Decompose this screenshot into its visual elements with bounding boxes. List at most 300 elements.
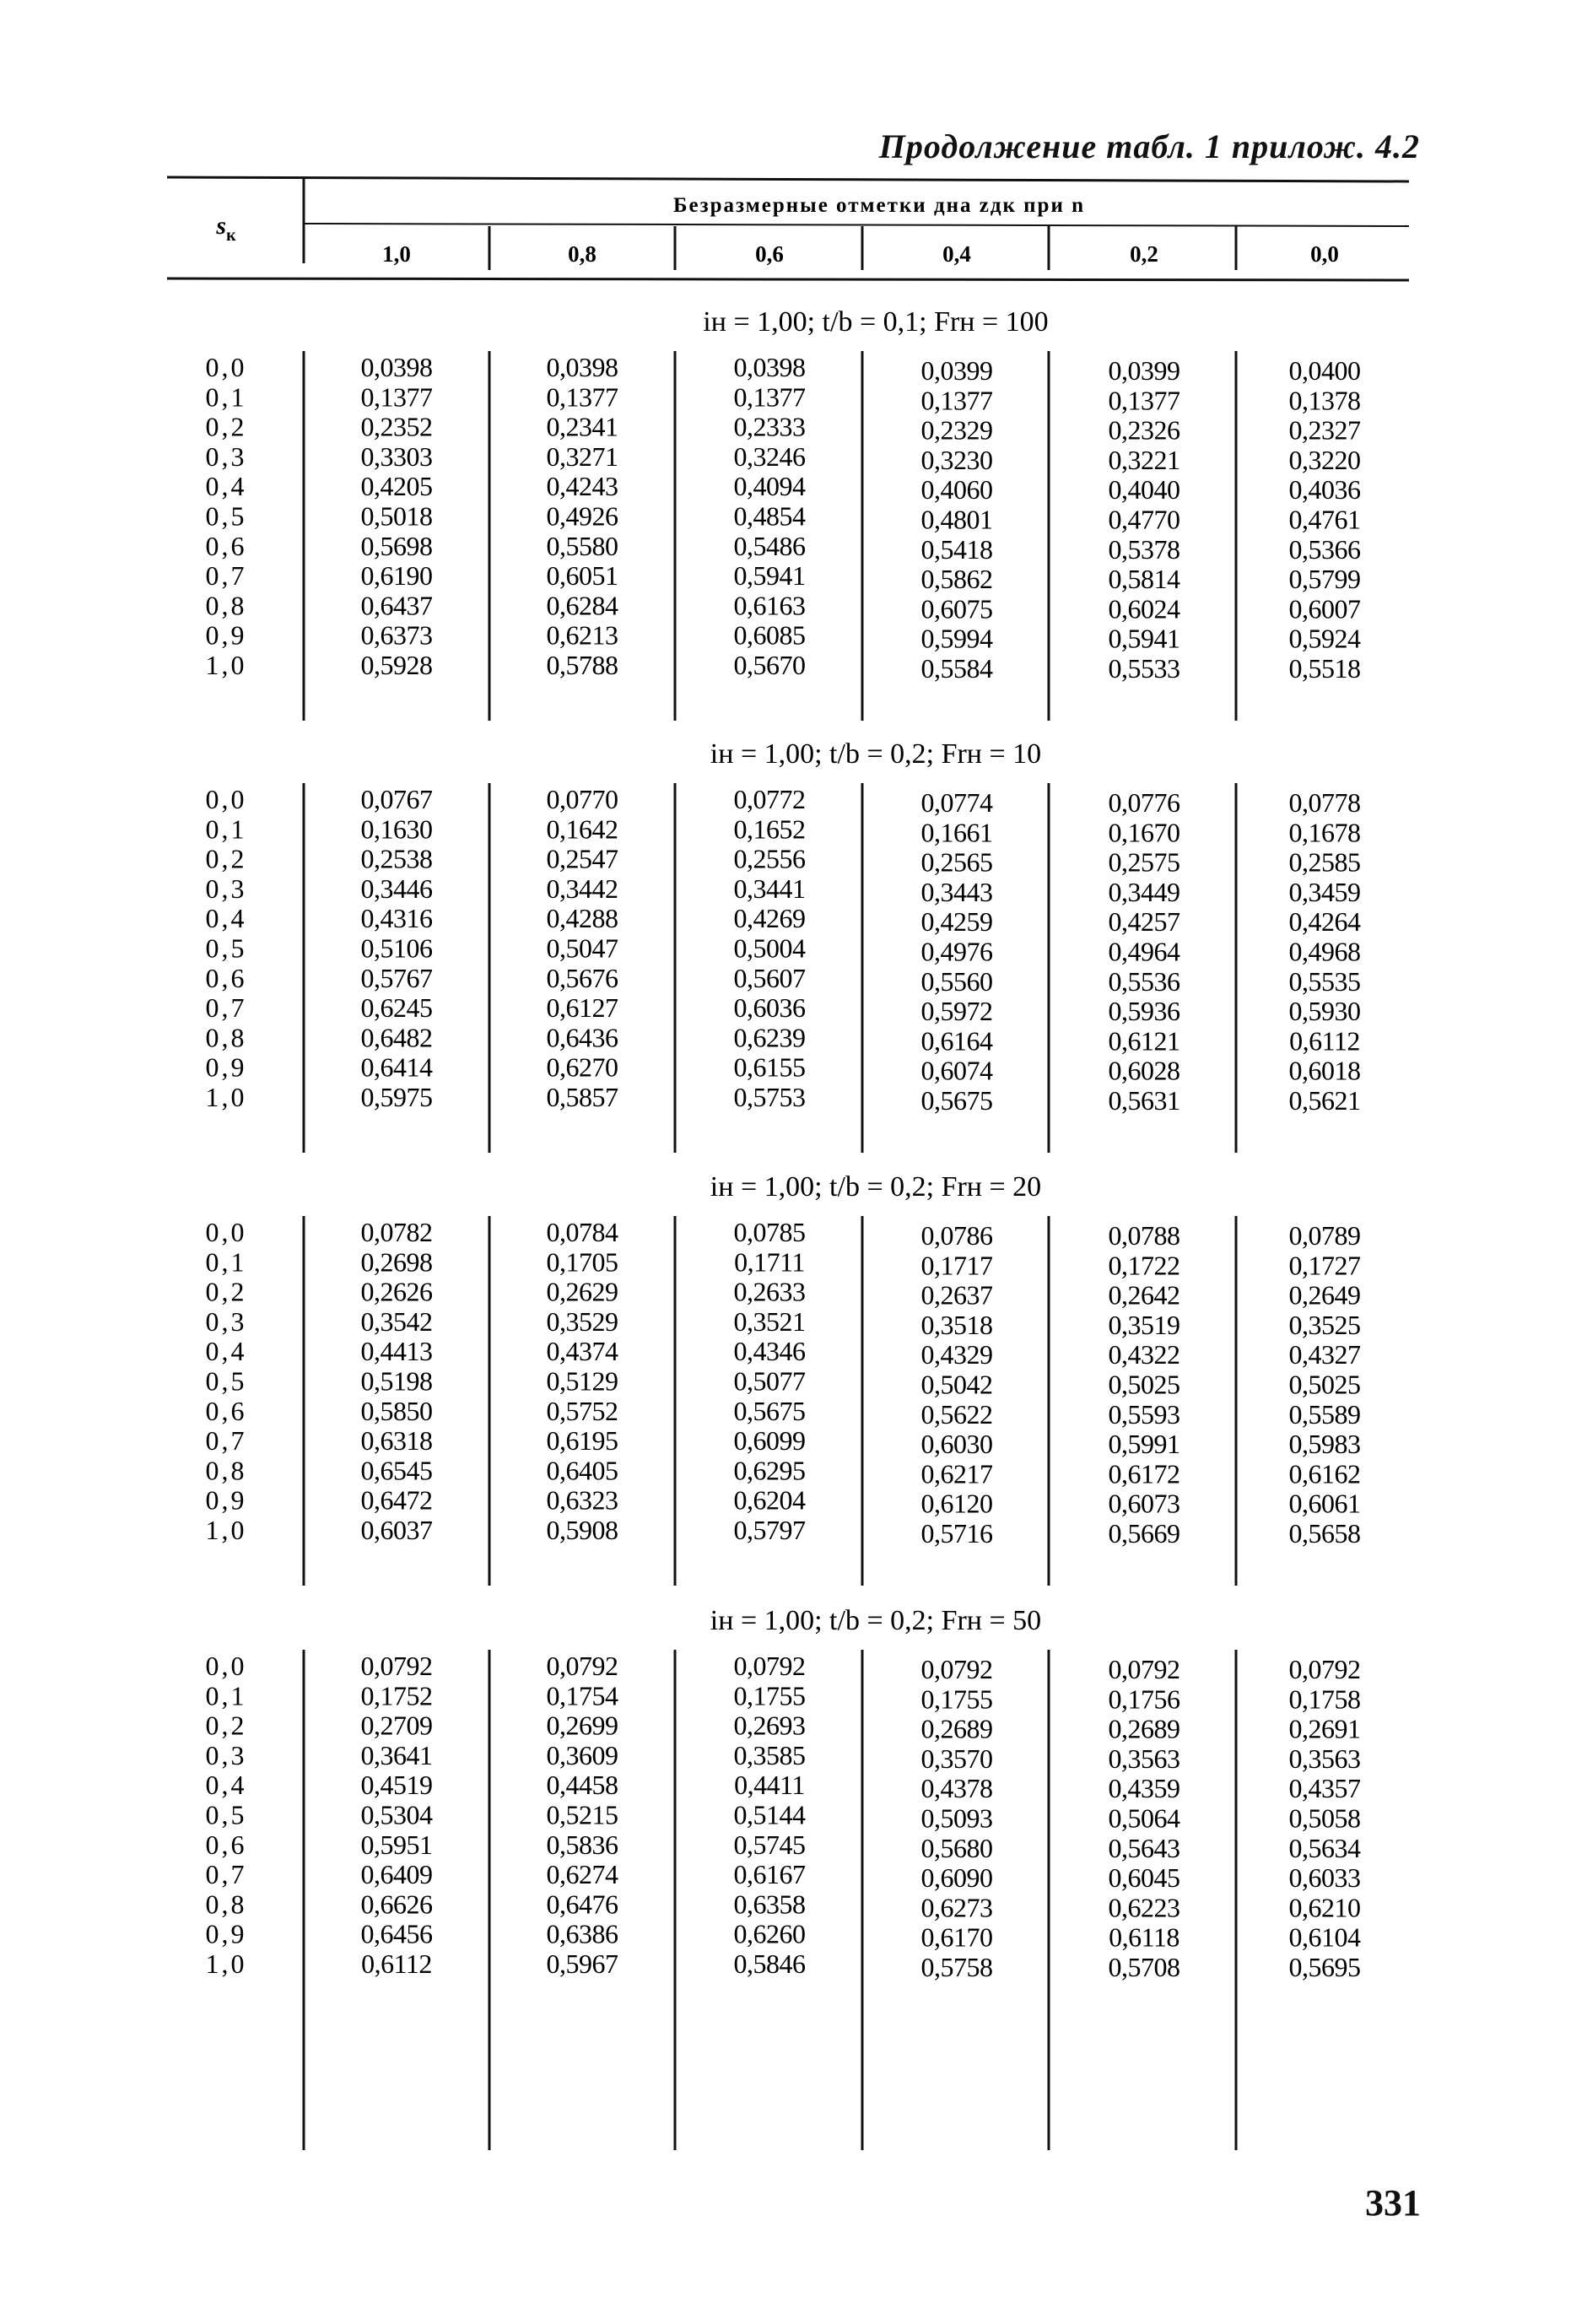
table-cell: 0,5607 xyxy=(733,962,806,993)
table-body xyxy=(206,306,1362,1982)
table-cell: 0,5106 xyxy=(360,932,433,964)
table-cell: 0,3563 xyxy=(1108,1743,1180,1774)
column-header: 1,0 xyxy=(382,241,411,267)
table-cell: 0,5093 xyxy=(920,1802,993,1834)
table-cell: 0,6213 xyxy=(546,619,618,651)
table-top-rule xyxy=(167,177,1409,181)
table-cell: 0,0398 xyxy=(360,352,433,382)
section-caption: iн = 1,00; t/b = 0,2; Frн = 10 xyxy=(710,738,1042,770)
table-cell: 0,5972 xyxy=(920,996,993,1027)
table-cell: 0,1754 xyxy=(546,1680,618,1711)
table-cell: 0,0792 xyxy=(360,1651,433,1681)
table-cell: 0,1727 xyxy=(1288,1250,1361,1281)
table-cell: 0,1705 xyxy=(546,1246,618,1278)
table-cell: 0,5631 xyxy=(1108,1085,1180,1116)
table-cell: 0,5004 xyxy=(733,932,806,964)
header-s: s xyxy=(216,212,227,240)
row-s-value: 0,7 xyxy=(205,992,247,1024)
table-cell: 0,5584 xyxy=(920,653,993,684)
table-cell: 0,6163 xyxy=(733,590,806,621)
table-cell: 0,0792 xyxy=(546,1651,618,1681)
table-cell: 0,3442 xyxy=(546,873,618,904)
table-cell: 0,6033 xyxy=(1288,1862,1361,1894)
table-cell: 0,5799 xyxy=(1288,564,1361,595)
table-cell: 0,0792 xyxy=(733,1651,806,1681)
table-cell: 0,6405 xyxy=(546,1455,618,1486)
table-cell: 0,6270 xyxy=(546,1051,618,1083)
table-cell: 0,3220 xyxy=(1288,444,1361,475)
row-s-value: 0,0 xyxy=(205,1651,247,1681)
table-cell: 0,5198 xyxy=(360,1365,433,1397)
table-cell: 0,6075 xyxy=(920,593,993,624)
table-cell: 0,5670 xyxy=(733,650,806,680)
table-cell: 0,5991 xyxy=(1108,1429,1180,1460)
table-cell: 0,4205 xyxy=(360,471,433,502)
row-s-value: 0,1 xyxy=(205,1680,247,1711)
table-cell: 0,0788 xyxy=(1108,1220,1180,1251)
table-cell: 0,5941 xyxy=(1108,623,1180,654)
table-cell: 0,6323 xyxy=(546,1484,618,1516)
table-cell: 0,5928 xyxy=(360,650,433,680)
table-cell: 0,5047 xyxy=(546,932,618,964)
table-cell: 0,0776 xyxy=(1108,787,1180,818)
table-cell: 0,6318 xyxy=(360,1425,433,1457)
table-cell: 0,0782 xyxy=(360,1217,433,1247)
table-cell: 0,6482 xyxy=(360,1022,433,1053)
section-caption: iн = 1,00; t/b = 0,2; Frн = 50 xyxy=(710,1605,1042,1636)
table-cell: 0,5304 xyxy=(360,1799,433,1830)
table-cell: 0,4327 xyxy=(1288,1339,1361,1370)
table-cell: 0,2565 xyxy=(920,846,993,878)
table-cell: 0,5930 xyxy=(1288,996,1361,1027)
table-cell: 0,3246 xyxy=(733,440,806,472)
table-cell: 0,0770 xyxy=(546,784,618,814)
table-cell: 0,6127 xyxy=(546,992,618,1024)
table-cell: 0,5018 xyxy=(360,500,433,532)
column-header: 0,6 xyxy=(755,241,784,267)
row-s-value: 0,8 xyxy=(205,1455,247,1486)
table-section xyxy=(206,306,1362,684)
row-s-value: 0,9 xyxy=(205,1051,247,1083)
table-cell: 0,6476 xyxy=(546,1889,618,1920)
table-cell: 0,3525 xyxy=(1288,1309,1361,1340)
table-cell: 0,5658 xyxy=(1288,1518,1361,1548)
table-cell: 0,2326 xyxy=(1108,414,1180,446)
table-cell: 0,5025 xyxy=(1108,1369,1180,1400)
table-cell: 0,5366 xyxy=(1288,533,1361,565)
table-cell: 0,5486 xyxy=(733,530,806,561)
table-cell: 0,4770 xyxy=(1108,504,1180,535)
table-cell: 0,4374 xyxy=(546,1336,618,1367)
table-cell: 0,6118 xyxy=(1109,1921,1179,1953)
table-cell: 0,6085 xyxy=(733,619,806,651)
table-cell: 0,0792 xyxy=(1288,1654,1361,1684)
row-s-value: 0,0 xyxy=(205,1217,247,1247)
table-cell: 0,2699 xyxy=(546,1710,618,1741)
header-group-label: Безразмерные отметки дна zдк при n xyxy=(672,194,1086,217)
row-s-value: 0,8 xyxy=(205,590,247,621)
table-cell: 0,2629 xyxy=(546,1276,618,1307)
table-cell: 0,6414 xyxy=(360,1051,433,1083)
table-cell: 0,4413 xyxy=(360,1336,433,1367)
table-cell: 0,5129 xyxy=(546,1365,618,1397)
table-cell: 0,6074 xyxy=(920,1055,993,1086)
table-cell: 0,6018 xyxy=(1288,1055,1361,1086)
row-s-value: 0,3 xyxy=(205,440,247,472)
table-cell: 0,4964 xyxy=(1108,936,1180,967)
table-cell: 0,6007 xyxy=(1288,593,1361,624)
header-mid-rule xyxy=(304,224,1409,226)
table-cell: 0,3303 xyxy=(360,440,433,472)
header-s-label xyxy=(215,212,236,245)
table-cell: 0,5698 xyxy=(360,530,433,561)
table-cell: 0,4322 xyxy=(1108,1339,1180,1370)
column-header: 0,8 xyxy=(568,241,596,267)
row-s-value: 0,5 xyxy=(205,500,247,532)
table-cell: 0,6295 xyxy=(733,1455,806,1486)
table-cell: 0,6162 xyxy=(1288,1458,1361,1489)
table-cell: 0,4411 xyxy=(734,1770,805,1801)
row-s-value: 0,2 xyxy=(205,411,247,442)
table-cell: 0,0399 xyxy=(920,355,993,386)
table-cell: 0,6167 xyxy=(733,1859,806,1890)
table-cell: 0,4359 xyxy=(1108,1773,1180,1804)
table-cell: 0,6545 xyxy=(360,1455,433,1486)
row-s-value: 0,7 xyxy=(205,560,247,592)
table-cell: 0,0399 xyxy=(1108,355,1180,386)
table-cell: 0,3449 xyxy=(1108,876,1180,907)
table-cell: 0,4801 xyxy=(920,504,993,535)
table-cell: 0,5622 xyxy=(920,1398,993,1430)
row-s-value: 0,6 xyxy=(205,962,247,993)
row-s-value: 0,0 xyxy=(205,784,247,814)
row-s-value: 0,4 xyxy=(205,1336,247,1367)
table-cell: 0,5908 xyxy=(546,1515,618,1545)
table-cell: 0,2538 xyxy=(360,843,433,874)
table-cell: 0,4458 xyxy=(546,1770,618,1801)
row-s-value: 0,5 xyxy=(205,1365,247,1397)
table-cell: 0,4316 xyxy=(360,903,433,934)
table-cell: 0,1717 xyxy=(920,1250,993,1281)
table-cell: 0,2693 xyxy=(733,1710,806,1741)
table-cell: 0,5215 xyxy=(546,1799,618,1830)
table-cell: 0,2547 xyxy=(546,843,618,874)
table-cell: 0,6104 xyxy=(1288,1921,1361,1953)
table-cell: 0,5862 xyxy=(920,564,993,595)
table-cell: 0,3609 xyxy=(546,1739,618,1770)
table-cell: 0,5621 xyxy=(1288,1085,1361,1116)
table-cell: 0,5983 xyxy=(1288,1429,1361,1460)
table-cell: 0,3529 xyxy=(546,1305,618,1337)
row-s-value: 0,3 xyxy=(205,873,247,904)
table-cell: 0,4329 xyxy=(920,1339,993,1370)
table-cell: 0,6204 xyxy=(733,1484,806,1516)
table-cell: 0,6284 xyxy=(546,590,618,621)
table-cell: 0,5857 xyxy=(546,1082,618,1112)
table-cell: 0,2333 xyxy=(733,411,806,442)
table-cell: 0,6195 xyxy=(546,1425,618,1457)
table-cell: 0,6155 xyxy=(733,1051,806,1083)
row-s-value: 0,3 xyxy=(205,1739,247,1770)
row-s-value: 1,0 xyxy=(205,1082,247,1112)
table-cell: 0,3570 xyxy=(920,1743,993,1774)
table-cell: 0,6112 xyxy=(1289,1025,1360,1057)
table-cell: 0,3459 xyxy=(1288,876,1361,907)
table-cell: 0,5788 xyxy=(546,650,618,680)
table-cell: 0,1711 xyxy=(734,1246,805,1278)
row-s-value: 0,2 xyxy=(205,843,247,874)
row-s-value: 0,3 xyxy=(205,1305,247,1337)
table-cell: 0,6051 xyxy=(546,560,618,592)
table-cell: 0,5535 xyxy=(1288,965,1361,997)
page-title: Продолжение табл. 1 прилож. 4.2 xyxy=(878,127,1420,165)
table-cell: 0,3521 xyxy=(733,1305,806,1337)
table-cell: 0,5708 xyxy=(1108,1952,1180,1982)
table-cell: 0,6024 xyxy=(1108,593,1180,624)
table-cell: 0,6437 xyxy=(360,590,433,621)
table-cell: 0,1377 xyxy=(1108,385,1180,416)
table-cell: 0,5767 xyxy=(360,962,433,993)
table-cell: 0,5042 xyxy=(920,1369,993,1400)
table-cell: 0,6273 xyxy=(920,1892,993,1923)
table-cell: 0,5753 xyxy=(733,1082,806,1112)
row-s-value: 0,6 xyxy=(205,1829,247,1860)
column-header: 0,4 xyxy=(942,241,971,267)
table-cell: 0,5064 xyxy=(1108,1802,1180,1834)
table-cell: 0,2575 xyxy=(1108,846,1180,878)
header-s-sub: к xyxy=(226,226,236,245)
table-cell: 0,5536 xyxy=(1108,965,1180,997)
table-cell: 0,5675 xyxy=(733,1395,806,1426)
table-cell: 0,6170 xyxy=(920,1921,993,1953)
table-cell: 0,4357 xyxy=(1288,1773,1361,1804)
table-cell: 0,6121 xyxy=(1108,1025,1180,1057)
table-cell: 0,5378 xyxy=(1108,533,1180,565)
row-s-value: 0,4 xyxy=(205,471,247,502)
table-cell: 0,4519 xyxy=(360,1770,433,1801)
column-header: 0,0 xyxy=(1310,241,1339,267)
table-cell: 0,1642 xyxy=(546,813,618,845)
table-cell: 0,5967 xyxy=(546,1948,618,1979)
table-cell: 0,5924 xyxy=(1288,623,1361,654)
table-cell: 0,5634 xyxy=(1288,1832,1361,1863)
table-cell: 0,6626 xyxy=(360,1889,433,1920)
table-cell: 0,2691 xyxy=(1288,1713,1361,1744)
table-cell: 0,6217 xyxy=(920,1458,993,1489)
table-cell: 0,2626 xyxy=(360,1276,433,1307)
table-cell: 0,5695 xyxy=(1288,1952,1361,1982)
row-s-value: 0,1 xyxy=(205,381,247,413)
table-cell: 0,1377 xyxy=(546,381,618,413)
table-cell: 0,6409 xyxy=(360,1859,433,1890)
table-cell: 0,6386 xyxy=(546,1918,618,1949)
table-cell: 0,6045 xyxy=(1108,1862,1180,1894)
table-cell: 0,5077 xyxy=(733,1365,806,1397)
table-cell: 0,5716 xyxy=(920,1518,993,1548)
row-s-value: 0,6 xyxy=(205,1395,247,1426)
table-cell: 0,4269 xyxy=(733,903,806,934)
row-s-value: 0,5 xyxy=(205,932,247,964)
table-cell: 0,5994 xyxy=(920,623,993,654)
table-cell: 0,1377 xyxy=(920,385,993,416)
table-cell: 0,1670 xyxy=(1108,817,1180,848)
table-cell: 0,0774 xyxy=(920,787,993,818)
table-cell: 0,5975 xyxy=(360,1082,433,1112)
table-cell: 0,6274 xyxy=(546,1859,618,1890)
table-cell: 0,0784 xyxy=(546,1217,618,1247)
table-cell: 0,0778 xyxy=(1288,787,1361,818)
table-cell: 0,6028 xyxy=(1108,1055,1180,1086)
table-cell: 0,6030 xyxy=(920,1429,993,1460)
row-s-value: 0,1 xyxy=(205,813,247,845)
table-cell: 0,2585 xyxy=(1288,846,1361,878)
table-cell: 0,2642 xyxy=(1108,1279,1180,1311)
table-cell: 0,5560 xyxy=(920,965,993,997)
table-cell: 0,4976 xyxy=(920,936,993,967)
table-cell: 0,6436 xyxy=(546,1022,618,1053)
table-cell: 0,6036 xyxy=(733,992,806,1024)
section-caption: iн = 1,00; t/b = 0,2; Frн = 20 xyxy=(710,1171,1042,1203)
row-s-value: 0,9 xyxy=(205,1484,247,1516)
table-cell: 0,5518 xyxy=(1288,653,1361,684)
table-cell: 0,5643 xyxy=(1108,1832,1180,1863)
table-cell: 0,2341 xyxy=(546,411,618,442)
table-cell: 0,5758 xyxy=(920,1952,993,1982)
table-cell: 0,2637 xyxy=(920,1279,993,1311)
table-section xyxy=(206,1605,1362,1982)
row-s-value: 0,8 xyxy=(205,1889,247,1920)
table-cell: 0,3271 xyxy=(546,440,618,472)
table-cell: 0,5680 xyxy=(920,1832,993,1863)
table-cell: 0,5676 xyxy=(546,962,618,993)
table-cell: 0,0398 xyxy=(546,352,618,382)
table-cell: 0,1678 xyxy=(1288,817,1361,848)
table-cell: 0,3443 xyxy=(920,876,993,907)
table-cell: 0,2689 xyxy=(920,1713,993,1744)
table-cell: 0,0786 xyxy=(920,1220,993,1251)
table-cell: 0,6090 xyxy=(920,1862,993,1894)
table-cell: 0,6112 xyxy=(361,1948,432,1979)
header-bottom-rule xyxy=(167,278,1409,280)
table-cell: 0,2709 xyxy=(360,1710,433,1741)
table-cell: 0,6358 xyxy=(733,1889,806,1920)
row-s-value: 1,0 xyxy=(205,650,247,680)
table-cell: 0,4288 xyxy=(546,903,618,934)
table-cell: 0,6073 xyxy=(1108,1488,1180,1519)
table-cell: 0,2649 xyxy=(1288,1279,1361,1311)
table-cell: 0,3641 xyxy=(360,1739,433,1770)
table-cell: 0,4036 xyxy=(1288,474,1361,505)
table-cell: 0,3519 xyxy=(1108,1309,1180,1340)
table-cell: 0,5533 xyxy=(1108,653,1180,684)
table-cell: 0,5836 xyxy=(546,1829,618,1860)
table-cell: 0,6239 xyxy=(733,1022,806,1053)
table-cell: 0,0398 xyxy=(733,352,806,382)
table-cell: 0,4761 xyxy=(1288,504,1361,535)
table-cell: 0,5580 xyxy=(546,530,618,561)
table-cell: 0,2329 xyxy=(920,414,993,446)
table-cell: 0,5593 xyxy=(1108,1398,1180,1430)
table-cell: 0,2698 xyxy=(360,1246,433,1278)
table-cell: 0,4060 xyxy=(920,474,993,505)
row-s-value: 0,6 xyxy=(205,530,247,561)
row-s-value: 0,1 xyxy=(205,1246,247,1278)
table-cell: 0,1661 xyxy=(920,817,993,848)
table-section xyxy=(206,1171,1362,1548)
table-cell: 0,6099 xyxy=(733,1425,806,1457)
table-cell: 0,0789 xyxy=(1288,1220,1361,1251)
table-cell: 0,4094 xyxy=(733,471,806,502)
column-header: 0,2 xyxy=(1130,241,1158,267)
table-cell: 0,0785 xyxy=(733,1217,806,1247)
table-cell: 0,1752 xyxy=(360,1680,433,1711)
table-section xyxy=(206,738,1362,1116)
table-cell: 0,1652 xyxy=(733,813,806,845)
table-cell: 0,3230 xyxy=(920,444,993,475)
row-s-value: 0,8 xyxy=(205,1022,247,1053)
row-s-value: 1,0 xyxy=(205,1948,247,1979)
table-cell: 0,1722 xyxy=(1108,1250,1180,1281)
table-cell: 0,1377 xyxy=(733,381,806,413)
table-cell: 0,0792 xyxy=(1108,1654,1180,1684)
table-cell: 0,3585 xyxy=(733,1739,806,1770)
table-cell: 0,6472 xyxy=(360,1484,433,1516)
table-cell: 0,4346 xyxy=(733,1336,806,1367)
table-cell: 0,3542 xyxy=(360,1305,433,1337)
page-number: 331 xyxy=(1365,2182,1421,2224)
table-cell: 0,5144 xyxy=(733,1799,806,1830)
table-cell: 0,1758 xyxy=(1288,1684,1361,1715)
row-s-value: 0,0 xyxy=(205,352,247,382)
table-cell: 0,6172 xyxy=(1108,1458,1180,1489)
table-cell: 0,5850 xyxy=(360,1395,433,1426)
table-cell: 0,1756 xyxy=(1108,1684,1180,1715)
table-cell: 0,6260 xyxy=(733,1918,806,1949)
table-cell: 0,5025 xyxy=(1288,1369,1361,1400)
row-s-value: 0,4 xyxy=(205,1770,247,1801)
table-cell: 0,2689 xyxy=(1108,1713,1180,1744)
table-cell: 0,4243 xyxy=(546,471,618,502)
table-cell: 0,6037 xyxy=(360,1515,433,1545)
table-cell: 0,5669 xyxy=(1108,1518,1180,1548)
row-s-value: 0,5 xyxy=(205,1799,247,1830)
table-cell: 0,3441 xyxy=(733,873,806,904)
table-cell: 0,6164 xyxy=(920,1025,993,1057)
table-cell: 0,0767 xyxy=(360,784,433,814)
table-cell: 0,0400 xyxy=(1288,355,1361,386)
table-cell: 0,5936 xyxy=(1108,996,1180,1027)
table-cell: 0,4968 xyxy=(1288,936,1361,967)
table-cell: 0,6245 xyxy=(360,992,433,1024)
table-cell: 0,2556 xyxy=(733,843,806,874)
table-cell: 0,4378 xyxy=(920,1773,993,1804)
table-cell: 0,2327 xyxy=(1288,414,1361,446)
column-headers xyxy=(382,241,1339,267)
table-cell: 0,5058 xyxy=(1288,1802,1361,1834)
table-cell: 0,4257 xyxy=(1108,906,1180,938)
table-cell: 0,5846 xyxy=(733,1948,806,1979)
row-s-value: 0,9 xyxy=(205,1918,247,1949)
table-cell: 0,5797 xyxy=(733,1515,806,1545)
table-cell: 0,6223 xyxy=(1108,1892,1180,1923)
table-cell: 0,6061 xyxy=(1288,1488,1361,1519)
table-cell: 0,4259 xyxy=(920,906,993,938)
row-s-value: 0,9 xyxy=(205,619,247,651)
table-cell: 0,3563 xyxy=(1288,1743,1361,1774)
table-cell: 0,6120 xyxy=(920,1488,993,1519)
table-cell: 0,2352 xyxy=(360,411,433,442)
table-cell: 0,3518 xyxy=(920,1309,993,1340)
